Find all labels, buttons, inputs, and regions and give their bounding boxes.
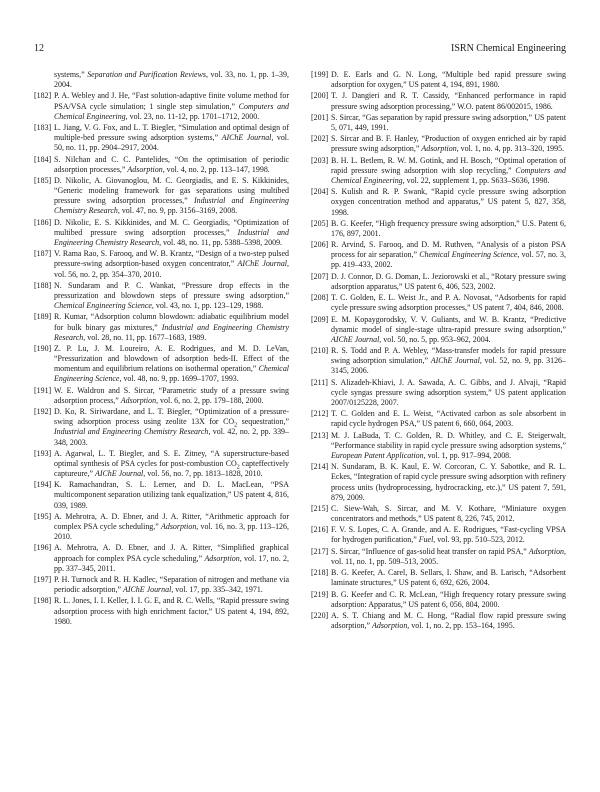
reference-text-segment: , vol. 47, no. 9, pp. 3156–3169, 2008.	[117, 206, 238, 216]
reference-text	[54, 449, 289, 479]
reference-number: [204]	[311, 187, 329, 197]
reference-text	[331, 113, 566, 133]
reference-entry	[34, 344, 289, 385]
reference-text-segment: S. Sircar and B. F. Hanley, “Production of oxygen enriched air by rapid pressure swing adsorption,”	[331, 134, 566, 154]
reference-text-segment: , vol. 56, no. 2, pp. 354–370, 2010.	[54, 259, 289, 279]
reference-number: [209]	[311, 314, 329, 324]
reference-text-segment: B. H. L. Betlem, R. W. M. Gotink, and H. Bosch, “Optimal operation of rapid pressure swing adsorption with slop recycling,”	[331, 155, 566, 175]
reference-source-title: AIChE Journal	[221, 133, 272, 143]
reference-source-title: Adsorption	[204, 553, 240, 563]
reference-text-segment: capteffectively captureure,”	[54, 458, 289, 479]
reference-entry	[311, 272, 566, 292]
reference-entry	[34, 91, 289, 121]
reference-text-segment: , vol. 1, no. 4, pp. 313–320, 1995.	[456, 144, 565, 154]
reference-source-title: Adsorption	[161, 522, 197, 532]
reference-entry	[34, 596, 289, 626]
reference-number: [210]	[311, 346, 329, 356]
reference-text-segment: A. S. T. Chiang and M. C. Hong, “Radial flow rapid pressure swing adsorption,”	[331, 610, 566, 631]
reference-text-segment: A. Mehrotra, A. D. Ebner, and J. A. Ritter, “Arithmetic approach for complex PSA cycle scheduling,”	[54, 511, 289, 532]
reference-entry	[311, 378, 566, 408]
reference-text-segment: R. L. Jones, I. I. Keller, I. I. G. E, and R. C. Wells, “Rapid pressure swing adsorption process with high enrichment factor,” US patent 4, 194, 892, 1980.	[54, 596, 289, 626]
reference-text-segment: A. Mehrotra, A. D. Ebner, and J. A. Ritter, “Simplified graphical approach for complex PSA cycle scheduling,”	[54, 543, 289, 563]
reference-text	[331, 70, 566, 90]
reference-text-segment: W. E. Waldron and S. Sircar, “Parametric study of a pressure swing adsorption process,”	[54, 385, 289, 405]
reference-entry	[34, 407, 289, 448]
reference-text-segment: D. E. Earls and G. N. Long, “Multiple bed rapid pressure swing adsorption for oxygen,” US patent 4, 194, 891, 1980.	[331, 70, 566, 90]
reference-text-segment: , vol. 23, no. 11-12, pp. 1701–1712, 2000.	[125, 111, 260, 121]
reference-text	[331, 462, 566, 503]
reference-entry	[311, 525, 566, 545]
references-left-column	[34, 70, 289, 632]
reference-text	[54, 386, 289, 406]
reference-entry	[311, 504, 566, 524]
reference-entry	[34, 480, 289, 510]
reference-source-title: Adsorption	[421, 144, 457, 154]
reference-entry	[311, 590, 566, 610]
reference-text-segment: B. G. Keefer and C. R. McLean, “High frequency rotary pressure swing adsorption: Apparatus,” US patent 6, 056, 804, 2000.	[331, 589, 566, 609]
reference-entry	[311, 568, 566, 588]
reference-text	[54, 91, 289, 121]
reference-entry	[34, 281, 289, 311]
reference-text-segment: N. Sundaram and P. C. Wankat, “Pressure drop effects in the pressurization and blowdown steps of pressure swing adsorption,”	[54, 280, 289, 300]
reference-entry	[311, 156, 566, 186]
reference-number: [212]	[311, 409, 329, 419]
references-right-column	[311, 70, 566, 632]
reference-source-title: Computers and Chemical Engineering	[54, 101, 290, 121]
reference-number: [188]	[34, 280, 52, 290]
reference-entry	[311, 134, 566, 154]
reference-text-segment: S. Sircar, “Influence of gas-solid heat transfer on rapid PSA,”	[331, 546, 529, 556]
reference-text	[54, 575, 289, 595]
reference-text-segment: , vol. 28, no. 11, pp. 1677–1683, 1989.	[83, 332, 207, 342]
reference-text-segment: P. H. Turnock and R. H. Kadlec, “Separation of nitrogen and methane via periodic adsorption,”	[54, 575, 289, 595]
reference-text	[331, 156, 566, 186]
reference-text-segment: , vol. 50, no. 5, pp. 953–962, 2004.	[379, 334, 491, 344]
reference-number: [219]	[311, 589, 329, 599]
reference-text-segment: , vol. 48, no. 11, pp. 5388–5398, 2009.	[159, 237, 283, 247]
reference-text-segment: sequestration,”	[237, 417, 289, 427]
reference-text-segment: S. Nilchan and C. C. Pantelides, “On the optimisation of periodic adsorption processes,”	[54, 154, 289, 174]
reference-number: [217]	[311, 546, 329, 556]
reference-text	[54, 123, 289, 153]
reference-number: [203]	[311, 155, 329, 165]
reference-text-segment: Z. P. Lu, J. M. Loureiro, A. E. Rodrigues, and M. D. LeVan, “Pressurization and blowdown of adsorption beds-II. Effect of the momentum and equilibrium relations on isothermal operation,”	[54, 343, 289, 374]
reference-number: [197]	[34, 575, 52, 584]
reference-source-title: Separation and Purification Reviews	[87, 70, 206, 79]
reference-number: [211]	[311, 377, 328, 387]
reference-number: [195]	[34, 511, 52, 521]
reference-text	[331, 611, 566, 631]
reference-source-title: Industrial and Engineering Chemistry Research	[54, 322, 289, 342]
reference-text	[54, 312, 289, 342]
reference-number: [191]	[34, 385, 52, 395]
reference-text-segment: S. Kulish and R. P. Swank, “Rapid cycle pressure swing adsorption oxygen concentration method and apparatus,” US patent 5, 827, 358, 1998.	[331, 187, 566, 217]
reference-text-segment: , vol. 42, no. 2, pp. 339–348, 2003.	[54, 427, 289, 447]
reference-text-segment: R. Kumar, “Adsorption column blowdown: adiabatic equilibrium model for bulk binary gas mixtures,”	[54, 312, 289, 332]
reference-source-title: AIChE Journal	[237, 259, 288, 269]
reference-text-segment: , vol. 93, pp. 510–523, 2012.	[433, 535, 525, 545]
reference-text-segment: , vol. 1, no. 2, pp. 153–164, 1995.	[407, 621, 515, 631]
reference-text	[331, 547, 566, 567]
reference-number: [200]	[311, 91, 329, 101]
reference-entry	[311, 187, 566, 217]
reference-text-segment: D. J. Connor, D. G. Doman, L. Jeziorowski et al., “Rotary pressure swing adsorption apparatus,” US patent 6, 406, 523, 2002.	[331, 271, 566, 291]
reference-entry	[311, 462, 566, 503]
reference-number: [214]	[311, 462, 329, 472]
reference-number: [205]	[311, 218, 329, 228]
reference-entry	[34, 176, 289, 217]
reference-source-title: Adsorption	[120, 395, 157, 405]
reference-text-segment: L. Jiang, V. G. Fox, and L. T. Biegler, “Simulation and optimal design of multiple-bed pressure swing adsorption systems,”	[54, 122, 289, 143]
reference-entry	[34, 512, 289, 542]
reference-text-segment: S. Sircar, “Gas separation by rapid pressure swing adsorption,” US patent 5, 071, 449, 1991.	[331, 112, 566, 132]
reference-entry	[34, 123, 289, 153]
reference-text	[331, 346, 566, 376]
reference-source-title: Adsorption	[372, 621, 408, 631]
reference-text-segment: systems,”	[54, 70, 88, 79]
reference-text	[331, 315, 566, 345]
reference-source-title: Adsorption	[528, 546, 565, 556]
reference-source-title: Chemical Engineering Science	[54, 364, 289, 384]
reference-number: [207]	[311, 271, 329, 281]
reference-text-segment: E. M. Kopaygorodsky, V. V. Guliants, and W. B. Krantz, “Predictive dynamic model of single-stage ultra-rapid pressure swing adsorption,”	[331, 314, 566, 334]
reference-number: [190]	[34, 343, 52, 353]
reference-text-segment: B. G. Keefer, “High frequency pressure swing adsorption,” U.S. Patent 6, 176, 897, 2001.	[331, 218, 566, 238]
reference-text-segment: , vol. 52, no. 9, pp. 3126–3145, 2006.	[331, 356, 566, 376]
subscript: 2	[236, 464, 240, 471]
reference-text	[331, 568, 566, 588]
reference-text	[54, 155, 289, 175]
reference-number: [187]	[34, 249, 52, 259]
reference-entry	[34, 449, 289, 479]
reference-text-segment: T. J. Dangieri and R. T. Cassidy, “Enhanced performance in rapid pressure swing adsorption processing,” W.O. patent 86/002015, 1986.	[331, 91, 566, 111]
reference-text-segment: , vol. 48, no. 9, pp. 1699–1707, 1993.	[119, 374, 239, 384]
reference-text-segment: , vol. 22, supplement 1, pp. S633–S636, 1998.	[402, 175, 550, 185]
reference-text-segment: K. Ramachandran, S. L. Lerner, and D. L. MacLean, “PSA multicomponent separation utilizing tank equalization,” US patent 4, 816, 039, 1989.	[54, 480, 289, 510]
reference-text	[331, 293, 566, 313]
reference-text	[331, 219, 566, 239]
reference-entry	[311, 240, 566, 270]
reference-text	[331, 378, 566, 408]
reference-number: [199]	[311, 70, 329, 79]
reference-entry	[34, 218, 289, 248]
reference-entry	[311, 346, 566, 376]
reference-text-segment: T. C. Golden, E. L. Weist Jr., and P. A. Novosat, “Adsorbents for rapid cycle pressure swing adsorption processes,” US patent 7, 404, 846, 2008.	[331, 293, 566, 313]
reference-text-segment: T. C. Golden and E. L. Weist, “Activated carbon as sole absorbent in rapid cycle hydrogen PSA,” US patent 6, 660, 064, 2003.	[331, 409, 566, 429]
reference-entry	[34, 575, 289, 595]
reference-entry	[311, 113, 566, 133]
reference-text	[331, 409, 566, 429]
reference-source-title: Computers and Chemical Engineering	[331, 165, 566, 185]
reference-number: [206]	[311, 240, 329, 250]
reference-text-segment: R. Arvind, S. Farooq, and D. M. Ruthven, “Analysis of a piston PSA process for air separation,”	[331, 240, 566, 260]
reference-source-title: Industrial and Engineering Chemistry Research	[54, 227, 289, 247]
reference-text-segment: , vol. 17, no. 2, pp. 337–345, 2011.	[54, 553, 289, 573]
references-body	[34, 70, 566, 632]
reference-text-segment: M. J. LaBuda, T. C. Golden, R. D. Whitley, and C. E. Steigerwalt, “Performance stability in rapid cycle pressure swing adsorption systems,”	[331, 430, 566, 450]
reference-entry	[34, 543, 289, 573]
reference-text-segment: C. Siew-Wah, S. Sircar, and M. V. Kothare, “Miniature oxygen concentrators and methods,” US patent 8, 226, 745, 2012.	[331, 503, 566, 524]
reference-text-segment: , vol. 56, no. 7, pp. 1813–1828, 2010.	[143, 469, 263, 479]
reference-number: [182]	[34, 91, 52, 101]
reference-text-segment: , vol. 33, no. 1, pp. 1–39, 2004.	[54, 70, 289, 90]
page-number: 12	[34, 43, 44, 54]
reference-entry	[34, 312, 289, 342]
reference-number: [196]	[34, 543, 52, 553]
reference-text-segment: N. Sundaram, B. K. Kaul, E. W. Corcoran, C. Y. Sabottke, and R. L. Eckes, “Integration of rapid cycle pressure swing adsorption with refinery process units (hydroprocessing, hydrocracking, etc.),” US patent 7, 591, 879, 2009.	[331, 462, 566, 502]
reference-text	[54, 176, 289, 217]
reference-source-title: Chemical Engineering Science	[419, 250, 518, 260]
reference-source-title: AIChE Journal	[430, 356, 480, 366]
reference-text	[331, 187, 566, 217]
subscript: 2	[234, 422, 238, 429]
reference-text	[54, 407, 289, 448]
reference-text	[331, 504, 566, 524]
reference-number: [183]	[34, 122, 52, 132]
reference-text-segment: A. Agarwal, L. T. Biegler, and S. E. Zitney, “A superstructure-based optimal synthesis of PSA cycles for post-combustion CO	[54, 448, 289, 468]
reference-text-segment: D. Nikolic, A. Giovanoglou, M. C. Georgiadis, and E. S. Kikkinides, “Generic modeling framework for gas separations using multibed pressure swing adsorption processes,”	[54, 175, 289, 206]
reference-entry	[311, 315, 566, 345]
reference-source-title: AIChE Journal	[123, 585, 172, 595]
reference-entry	[311, 219, 566, 239]
reference-number: [192]	[34, 407, 52, 417]
reference-source-title: Chemical Engineering Science	[54, 301, 152, 311]
reference-text-segment: V. Rama Rao, S. Farooq, and W. B. Krantz, “Design of a two-step pulsed pressure-swing adsorption-based oxygen concentrator,”	[54, 249, 289, 269]
reference-number: [184]	[34, 154, 52, 164]
reference-number: [216]	[311, 525, 329, 535]
reference-text-segment: , vol. 16, no. 3, pp. 113–126, 2010.	[54, 522, 289, 542]
reference-text	[331, 91, 566, 111]
reference-text-segment: , vol. 43, no. 1, pp. 123–129, 1988.	[151, 301, 264, 311]
reference-text-segment: , vol. 1, pp. 917–994, 2008.	[423, 450, 512, 460]
reference-text-segment: R. S. Todd and P. A. Webley, “Mass-transfer models for rapid pressure swing adsorption simulation,”	[331, 346, 566, 366]
reference-text	[331, 272, 566, 292]
reference-text	[54, 344, 289, 385]
reference-number: [189]	[34, 312, 52, 322]
reference-text	[54, 281, 289, 311]
reference-number: [198]	[34, 596, 52, 606]
reference-text-segment: D. Nikolic, E. S. Kikkinides, and M. C. Georgiadis, “Optimization of multibed pressure swing adsorption processes,”	[54, 217, 289, 237]
reference-entry	[311, 409, 566, 429]
reference-entry	[311, 547, 566, 567]
reference-number: [215]	[311, 503, 329, 513]
reference-text-segment: , vol. 4, no. 2, pp. 113–147, 1998.	[162, 164, 270, 174]
running-header	[34, 43, 566, 54]
reference-text	[34, 70, 289, 90]
reference-source-title: Fuel	[418, 535, 434, 545]
reference-text-segment: , vol. 57, no. 3, pp. 419–433, 2002.	[331, 250, 566, 270]
reference-number: [218]	[311, 568, 329, 578]
reference-text-segment: D. Ko, R. Siriwardane, and L. T. Biegler, “Optimization of a pressure-swing adsorption process using zeolite 13X for CO	[54, 407, 289, 427]
reference-entry	[34, 155, 289, 175]
reference-text	[54, 249, 289, 279]
reference-entry	[34, 386, 289, 406]
reference-text	[54, 480, 289, 510]
reference-source-title: AIChE Journal	[94, 469, 144, 479]
reference-entry	[311, 431, 566, 461]
reference-text-segment: B. G. Keefer, A. Carel, B. Sellars, I. Shaw, and B. Larisch, “Adsorbent laminate structures,” US patent 6, 692, 626, 2004.	[331, 568, 566, 588]
reference-number: [201]	[311, 112, 329, 122]
reference-source-title: Industrial and Engineering Chemistry Research	[54, 196, 289, 216]
reference-text	[54, 543, 289, 573]
reference-number: [193]	[34, 448, 52, 458]
reference-text-segment: , vol. 11, no. 1, pp. 509–513, 2005.	[331, 546, 566, 566]
reference-text	[331, 431, 566, 461]
reference-entry	[311, 611, 566, 631]
reference-text	[54, 218, 289, 248]
reference-text	[331, 134, 566, 154]
reference-text	[331, 525, 566, 545]
reference-text-segment: , vol. 17, pp. 335–342, 1971.	[171, 585, 263, 595]
reference-entry	[311, 70, 566, 90]
reference-source-title: AIChE Journal	[331, 334, 380, 344]
reference-text	[331, 240, 566, 270]
reference-number: [202]	[311, 134, 329, 144]
reference-number: [213]	[311, 430, 329, 440]
reference-number: [220]	[311, 610, 329, 620]
reference-source-title: Industrial and Engineering Chemistry Research	[54, 427, 209, 437]
reference-text-segment: , vol. 6, no. 2, pp. 179–188, 2000.	[156, 395, 264, 405]
reference-text	[54, 596, 289, 626]
reference-text	[331, 590, 566, 610]
journal-title: ISRN Chemical Engineering	[451, 43, 566, 54]
reference-text	[54, 512, 289, 542]
reference-source-title: European Patent Application	[331, 450, 424, 460]
reference-source-title: Adsorption	[127, 164, 163, 174]
reference-entry	[311, 293, 566, 313]
reference-entry	[34, 70, 289, 90]
reference-text-segment: F. V. S. Lopes, C. A. Grande, and A. E. Rodrigues, “Fast-cycling VPSA for hydrogen purification,”	[331, 525, 566, 545]
reference-number: [208]	[311, 293, 329, 303]
reference-text-segment: S. Alizadeh-Khiavi, J. A. Sawada, A. C. Gibbs, and J. Alvaji, “Rapid cycle syngas pressure swing adsorption system,” US patent application 2007/0125228, 2007.	[331, 377, 566, 407]
reference-number: [186]	[34, 217, 52, 227]
reference-text-segment: , vol. 50, no. 11, pp. 2904–2917, 2004.	[54, 133, 289, 153]
reference-number: [185]	[34, 175, 52, 185]
reference-text-segment: P. A. Webley and J. He, “Fast solution-adaptive finite volume method for PSA/VSA cycle simulation; 1 single step simulation,”	[54, 91, 289, 111]
reference-entry	[34, 249, 289, 279]
reference-number: [194]	[34, 480, 52, 490]
reference-entry	[311, 91, 566, 111]
